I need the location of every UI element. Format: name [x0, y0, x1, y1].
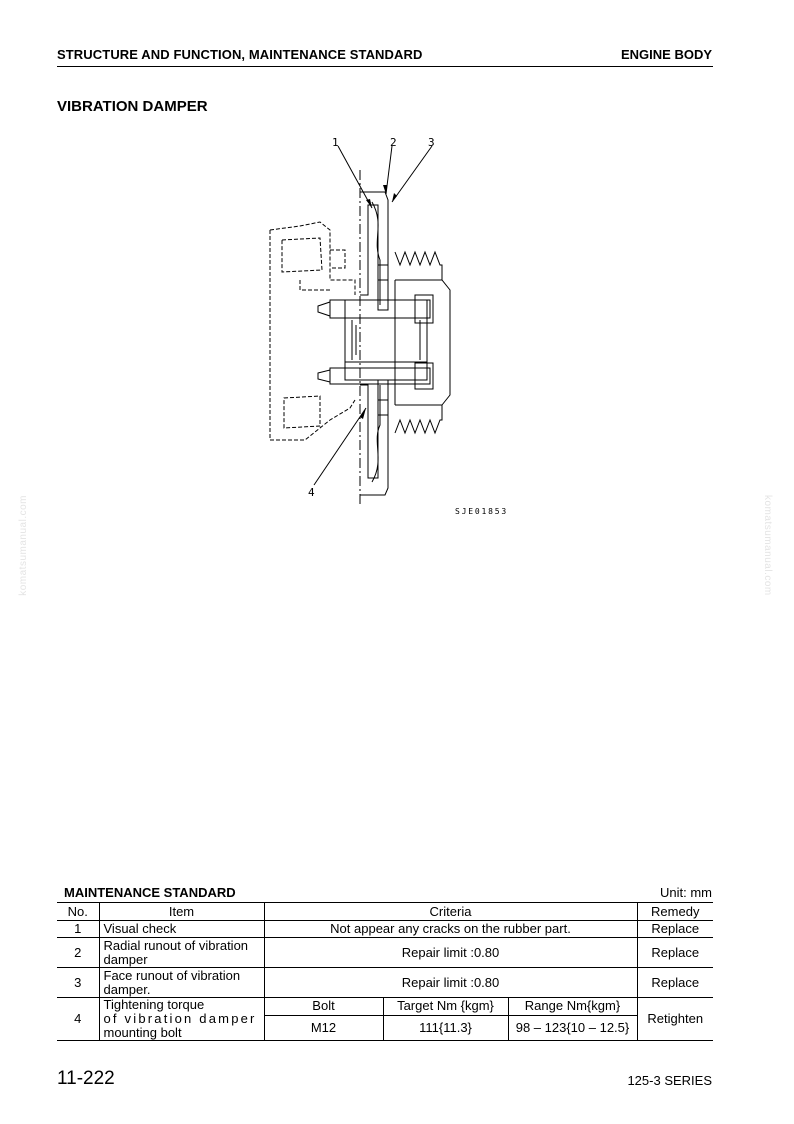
sub-header-range: Range Nm{kgm} — [508, 998, 637, 1016]
row-no: 1 — [57, 921, 99, 938]
table-row — [57, 938, 713, 968]
torque-bolt-size: M12 — [264, 1015, 383, 1040]
pulley — [395, 252, 450, 433]
mounting-bolts — [318, 295, 433, 389]
header-chapter-title: ENGINE BODY — [620, 47, 712, 62]
housing-outline — [270, 222, 355, 440]
row-item: Face runout of vibration damper. — [99, 968, 264, 998]
row-item: Visual check — [99, 921, 264, 938]
unit-label: Unit: mm — [660, 885, 712, 900]
table-row-torque-header — [57, 998, 713, 1016]
maintenance-standard-title: MAINTENANCE STANDARD — [64, 885, 236, 900]
torque-item-line-2: of vibration damper — [103, 1011, 257, 1026]
watermark-right: komatsumanual.com — [762, 495, 773, 596]
callout-3-label: 3 — [428, 136, 435, 149]
row-item-torque — [99, 998, 264, 1041]
header-rule — [57, 66, 713, 67]
watermark-left: komatsumanual.com — [18, 495, 29, 596]
sub-header-target: Target Nm {kgm} — [383, 998, 508, 1016]
torque-item-line-1: Tightening torque — [103, 997, 205, 1012]
callout-1-label: 1 — [332, 136, 339, 149]
row-remedy: Retighten — [637, 998, 713, 1041]
col-header-no: No. — [57, 903, 99, 921]
col-header-item: Item — [99, 903, 264, 921]
page-number: 11-222 — [57, 1068, 115, 1089]
torque-target: 111{11.3} — [383, 1015, 508, 1040]
row-no: 4 — [57, 998, 99, 1041]
row-no: 2 — [57, 938, 99, 968]
col-header-remedy: Remedy — [637, 903, 713, 921]
callout-4-label: 4 — [308, 486, 315, 499]
table-row — [57, 921, 713, 938]
torque-range: 98 – 123{10 – 12.5} — [508, 1015, 637, 1040]
row-item: Radial runout of vibration damper — [99, 938, 264, 968]
maintenance-standard-table — [57, 902, 713, 1041]
col-header-criteria: Criteria — [264, 903, 637, 921]
row-criteria: Not appear any cracks on the rubber part. — [264, 921, 637, 938]
row-remedy: Replace — [637, 938, 713, 968]
row-criteria: Repair limit :0.80 — [264, 938, 637, 968]
figure-code: SJE01853 — [455, 507, 508, 516]
callout-leaders — [314, 146, 432, 485]
model-series: 125-3 SERIES — [627, 1073, 712, 1088]
torque-item-line-3: mounting bolt — [103, 1025, 182, 1040]
table-header-row — [57, 903, 713, 921]
vibration-damper-drawing — [260, 130, 520, 525]
damper-ring — [360, 192, 388, 495]
page-title: VIBRATION DAMPER — [57, 98, 208, 115]
sub-header-bolt: Bolt — [264, 998, 383, 1016]
table-row — [57, 968, 713, 998]
row-criteria: Repair limit :0.80 — [264, 968, 637, 998]
header-section-title: STRUCTURE AND FUNCTION, MAINTENANCE STANDARD — [57, 47, 423, 62]
row-remedy: Replace — [637, 921, 713, 938]
row-no: 3 — [57, 968, 99, 998]
row-remedy: Replace — [637, 968, 713, 998]
callout-2-label: 2 — [390, 136, 397, 149]
